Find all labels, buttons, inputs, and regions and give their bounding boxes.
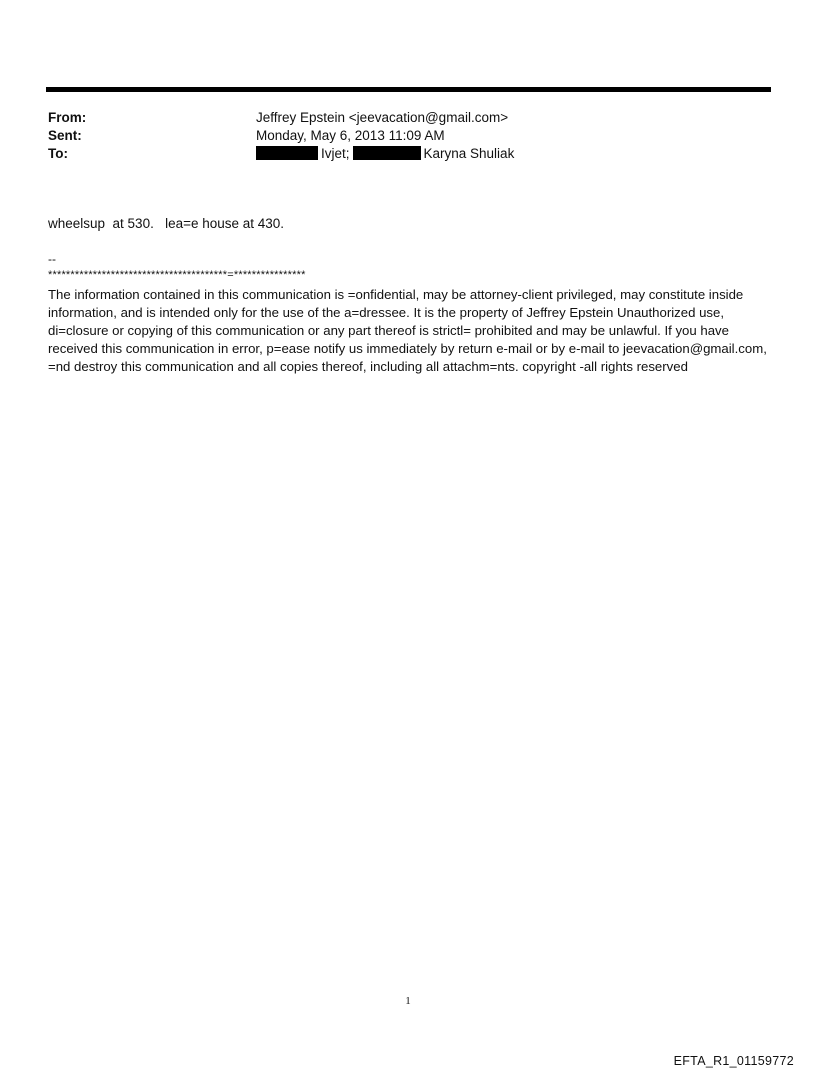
sent-label: Sent: <box>48 128 82 143</box>
email-header <box>48 109 768 163</box>
to-recipient-1: Ivjet; <box>321 146 350 161</box>
to-recipient-2: Karyna Shuliak <box>423 146 515 161</box>
sent-row <box>48 127 768 145</box>
from-label: From: <box>48 110 87 125</box>
to-value <box>256 145 514 163</box>
to-label: To: <box>48 146 68 161</box>
top-divider <box>46 87 771 92</box>
page-number: 1 <box>405 995 411 1007</box>
from-value: Jeffrey Epstein <jeevacation@gmail.com> <box>256 110 509 125</box>
redaction-box <box>353 146 421 160</box>
disclaimer-text: The information contained in this communication is =onfidential, may be attorney-client privileged, may constitute inside information, and is intended only for the use of the a=dressee. It is the property of Jeffrey Epstein Unauthorized use, di=closure or copying of this communication or any part thereof is strictl= prohibited and may be unlawful. If you have received this communication in error, p=ease notify us immediately by return e-mail or by e-mail to jeevacation@gmail.com, =nd destroy this communication and all copies thereof, including all attachm=nts. copyright -all rights reserved <box>48 287 767 374</box>
document-id: EFTA_R1_01159772 <box>673 1054 794 1068</box>
redaction-box <box>256 146 318 160</box>
sent-value: Monday, May 6, 2013 11:09 AM <box>256 128 445 143</box>
from-row <box>48 109 768 127</box>
separator-dashes: -- <box>48 252 56 266</box>
to-row <box>48 145 768 163</box>
separator-stars: ****************************************=**************** <box>48 269 306 281</box>
message-text: wheelsup at 530. lea=e house at 430. <box>48 216 285 231</box>
